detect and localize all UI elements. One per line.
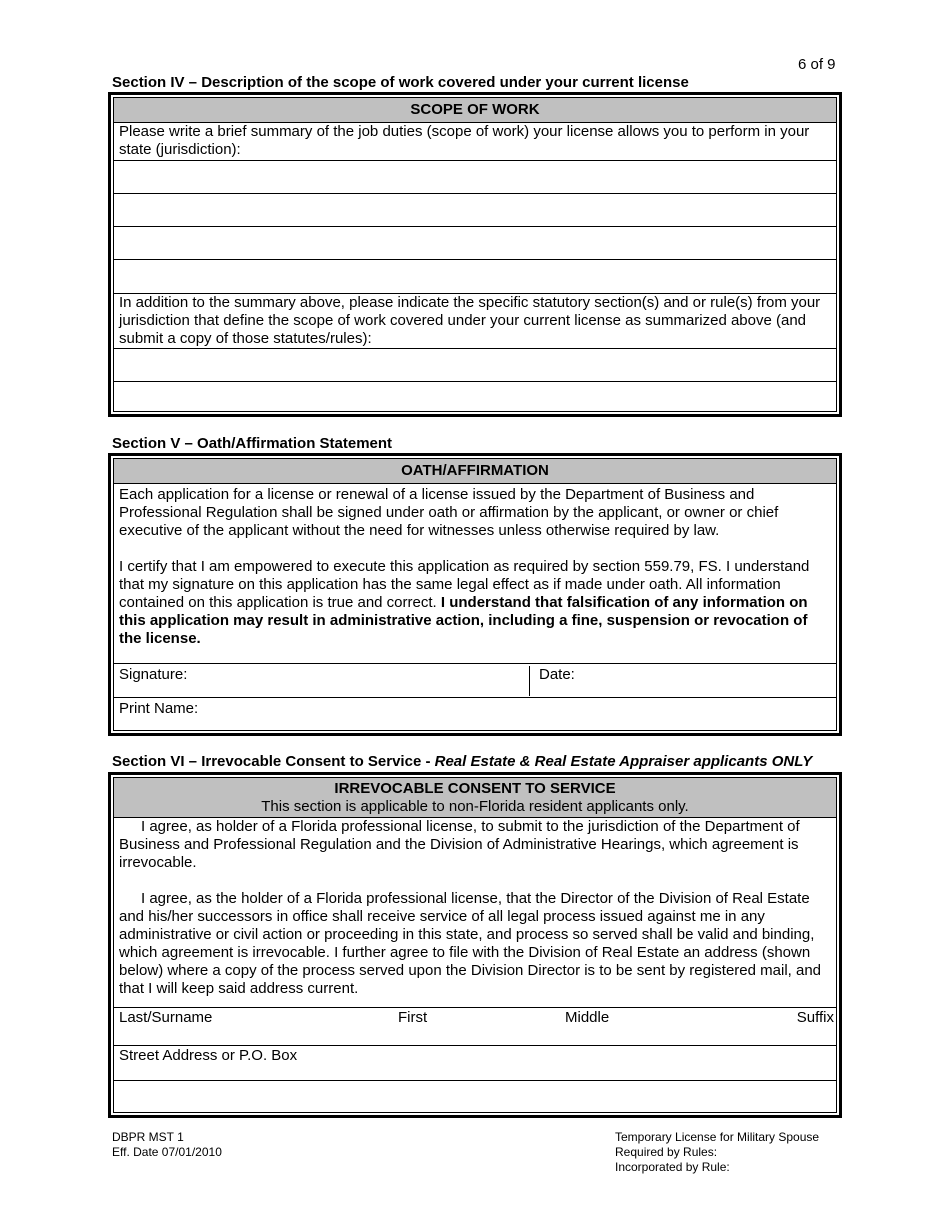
section-6-heading (112, 753, 812, 770)
footer-incorporated-by: Incorporated by Rule: (615, 1160, 730, 1174)
oath-title: OATH/AFFIRMATION (114, 459, 836, 484)
section-5-heading: Section V – Oath/Affirmation Statement (112, 435, 393, 452)
scope-of-work-title: SCOPE OF WORK (114, 98, 836, 123)
section-4-heading: Section IV – Description of the scope of work covered under your current license (112, 74, 689, 91)
scope-summary-line-4[interactable] (114, 260, 836, 294)
statute-line-1[interactable] (114, 349, 836, 382)
signature-label: Signature: (119, 666, 188, 683)
page-number: 6 of 9 (798, 56, 836, 73)
street-address-label: Street Address or P.O. Box (119, 1047, 298, 1064)
date-label: Date: (539, 666, 575, 683)
consent-subtitle: This section is applicable to non-Florida resident applicants only. (261, 798, 689, 815)
street-address-field[interactable] (114, 1046, 836, 1081)
form-id: DBPR MST 1 (112, 1130, 184, 1144)
oath-certify-text: I certify that I am empowered to execute this application as required by section 559.79, FS. I understand that my signature on this application has the same legal effect as if made under oath. All information contained on this application is true and correct. (119, 558, 810, 611)
name-row[interactable] (114, 1008, 836, 1046)
statute-line-2[interactable] (114, 382, 836, 412)
last-name-label: Last/Surname (119, 1009, 213, 1026)
scope-summary-prompt: Please write a brief summary of the job duties (scope of work) your license allows you to perform in your state (jurisdiction): (114, 123, 836, 161)
scope-summary-line-2[interactable] (114, 194, 836, 227)
scope-summary-line-3[interactable] (114, 227, 836, 260)
suffix-label: Suffix (796, 1009, 834, 1026)
consent-paragraph-2: I agree, as the holder of a Florida professional license, that the Director of the Division of Real Estate and his/her successors in office shall receive service of all legal process issued against me in any administrative or civil action or proceeding in this state, and process so served shall be valid and binding, which agreement is irrevocable. I further agree to file with the Division of Real Estate an address (shown below) where a copy of the process served upon the Division Director is to be sent by registered mail, and that I will keep said address current. (119, 890, 822, 997)
consent-table (108, 772, 842, 1118)
consent-header (114, 778, 836, 818)
oath-paragraph-2 (114, 558, 836, 648)
first-name-label: First (398, 1009, 428, 1026)
middle-name-label: Middle (565, 1009, 610, 1026)
statute-prompt: In addition to the summary above, please indicate the specific statutory section(s) and or rule(s) from your jurisdiction that define the scope of work covered under your current license as summarized above (and submit a copy of those statutes/rules): (114, 294, 836, 349)
oath-table (108, 453, 842, 736)
print-name-label: Print Name: (119, 700, 199, 717)
section-6-heading-text: Section VI – Irrevocable Consent to Service - (112, 753, 435, 770)
consent-title: IRREVOCABLE CONSENT TO SERVICE (334, 780, 616, 797)
oath-text-block (114, 484, 836, 664)
footer-left (112, 1130, 222, 1160)
consent-paragraph-1: I agree, as holder of a Florida professional license, to submit to the jurisdiction of the Department of Business and Professional Regulation and the Division of Administrative Hearings, which agreement is irrevocable. (119, 818, 800, 871)
effective-date: Eff. Date 07/01/2010 (112, 1145, 222, 1159)
oath-paragraph-1: Each application for a license or renewal of a license issued by the Department of Business and Professional Regulation shall be signed under oath or affirmation by the applicant, or owner or chief executive of the applicant without the need for witnesses unless otherwise required by law. (119, 486, 779, 539)
signature-row (114, 664, 836, 698)
signature-field[interactable] (114, 666, 530, 696)
consent-text-block (114, 818, 836, 1008)
date-field[interactable] (534, 666, 580, 684)
footer-right (615, 1130, 819, 1175)
section-6-heading-scope: Real Estate & Real Estate Appraiser applicants ONLY (434, 753, 813, 770)
address-line-2[interactable] (114, 1081, 836, 1112)
oath-warning-text: I understand that falsification of any information on this application may result in administrative action, including a fine, suspension or revocation of the license. (119, 594, 808, 647)
footer-form-title: Temporary License for Military Spouse (615, 1130, 820, 1144)
print-name-field[interactable] (114, 698, 836, 732)
scope-of-work-table (108, 92, 842, 417)
scope-summary-line-1[interactable] (114, 161, 836, 194)
footer-required-by: Required by Rules: (615, 1145, 718, 1159)
